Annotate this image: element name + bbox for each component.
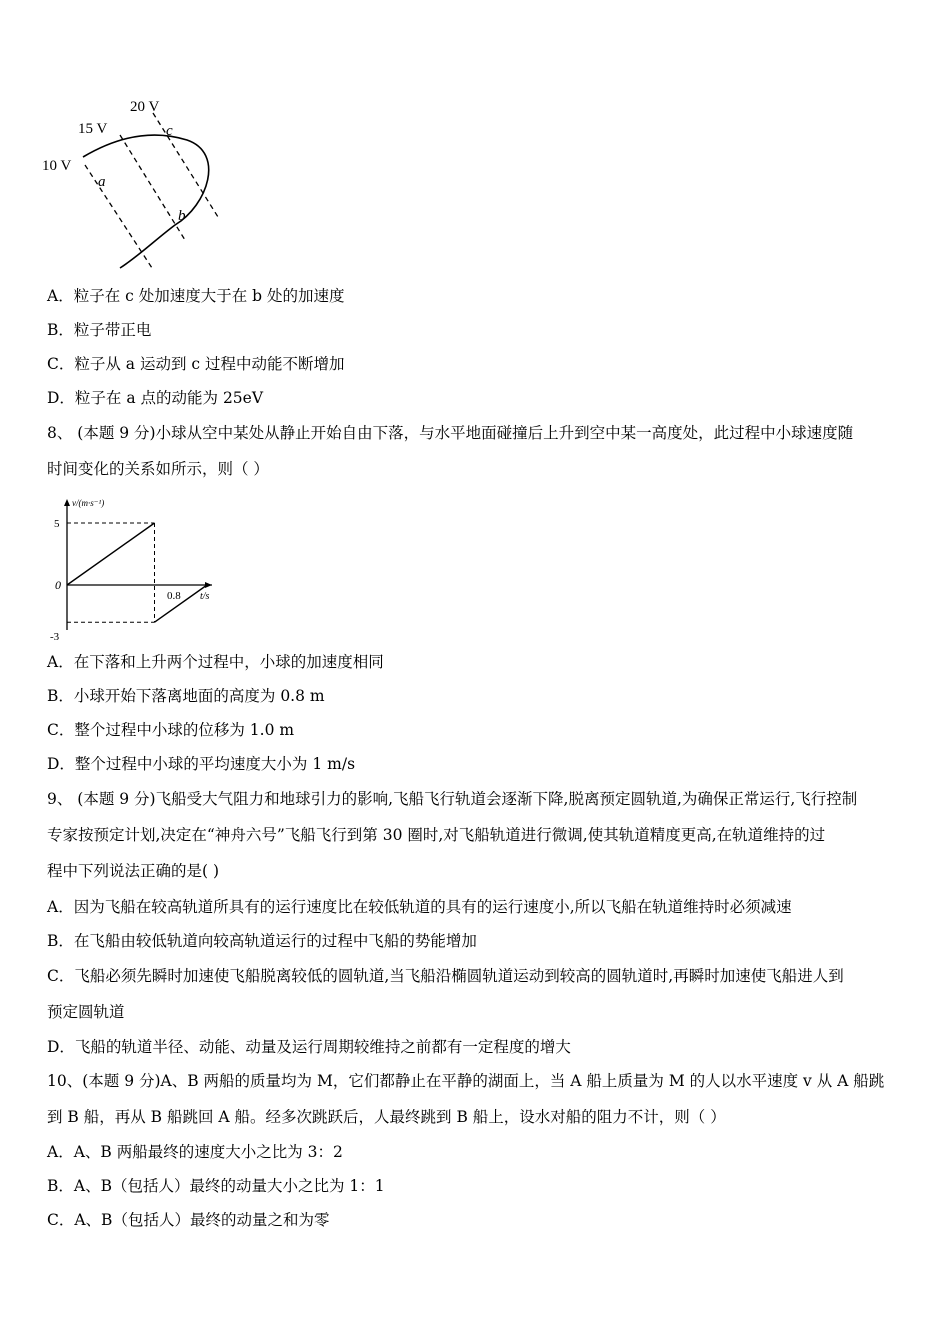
label-20v: 20 V	[130, 99, 160, 115]
q9-stem-line-1: 9、 (本题 9 分)飞船受大气阻力和地球引力的影响,飞船飞行轨道会逐渐下降,脱离预定圆轨道,为确保正常运行,飞行控制	[47, 790, 858, 808]
q10-stem-line-1: 10、(本题 9 分)A、B 两船的质量均为 M，它们都静止在平静的湖面上，当 A 船上质量为 M 的人以水平速度 v 从 A 船跳	[47, 1072, 885, 1090]
y-tick-neg3: -3	[50, 631, 60, 644]
particle-trajectory	[83, 135, 209, 268]
x-tick-0.8: 0.8	[167, 590, 181, 602]
q7-option-c: C．粒子从 a 运动到 c 过程中动能不断增加	[47, 355, 345, 373]
q9-option-b: B．在飞船由较低轨道向较高轨道运行的过程中飞船的势能增加	[47, 932, 477, 950]
y-tick-5: 5	[54, 518, 60, 530]
q9-stem-line-2: 专家按预定计划,决定在“神舟六号”飞船飞行到第 30 圈时,对飞船轨道进行微调,使其轨道精度更高,在轨道维持的过	[47, 826, 826, 844]
q8-option-c: C．整个过程中小球的位移为 1.0 m	[47, 721, 295, 739]
y-axis-label: v/(m·s⁻¹)	[72, 498, 105, 508]
q8-option-a: A．在下落和上升两个过程中，小球的加速度相同	[47, 653, 384, 671]
q8-stem-line-1: 8、 (本题 9 分)小球从空中某处从静止开始自由下落，与水平地面碰撞后上升到空中某一高度处，此过程中小球速度随	[47, 424, 854, 442]
origin-label: 0	[55, 578, 61, 592]
q10-option-c: C．A、B（包括人）最终的动量之和为零	[47, 1211, 330, 1229]
label-point-c: c	[166, 123, 173, 139]
x-axis-label: t/s	[200, 591, 210, 602]
q10-option-a: A．A、B 两船最终的速度大小之比为 3：2	[47, 1143, 343, 1161]
q9-option-a: A．因为飞船在较高轨道所具有的运行速度比在较低轨道的具有的运行速度小,所以飞船在轨道维持时必须减速	[47, 898, 792, 916]
q7-option-b: B．粒子带正电	[47, 321, 152, 339]
q9-stem-line-3: 程中下列说法正确的是( )	[47, 862, 220, 880]
label-point-a: a	[98, 174, 106, 190]
equipotential-figure	[40, 95, 230, 275]
q10-stem-line-2: 到 B 船，再从 B 船跳回 A 船。经多次跳跃后，人最终跳到 B 船上，设水对船的阻力不计，则（ ）	[47, 1108, 726, 1126]
q9-option-c-line-1: C．飞船必须先瞬时加速使飞船脱离较低的圆轨道,当飞船沿椭圆轨道运动到较高的圆轨道时,再瞬时加速使飞船进人到	[47, 967, 844, 985]
q8-option-b: B．小球开始下落离地面的高度为 0.8 m	[47, 687, 325, 705]
q9-option-c-line-2: 预定圆轨道	[47, 1003, 125, 1021]
q10-option-b: B．A、B（包括人）最终的动量大小之比为 1：1	[47, 1177, 385, 1195]
label-10v: 10 V	[42, 158, 72, 174]
q9-option-d: D．飞船的轨道半径、动能、动量及运行周期较维持之前都有一定程度的增大	[47, 1038, 571, 1056]
label-point-b: b	[178, 208, 186, 224]
q7-option-a: A．粒子在 c 处加速度大于在 b 处的加速度	[47, 287, 345, 305]
q7-option-d: D．粒子在 a 点的动能为 25eV	[47, 389, 264, 407]
q8-stem-line-2: 时间变化的关系如所示，则（ ）	[47, 460, 269, 478]
q8-option-d: D．整个过程中小球的平均速度大小为 1 m/s	[47, 755, 356, 773]
y-axis-arrow	[64, 499, 70, 506]
label-15v: 15 V	[78, 121, 108, 137]
series-segment-fall	[67, 523, 155, 585]
velocity-time-chart	[40, 495, 220, 644]
